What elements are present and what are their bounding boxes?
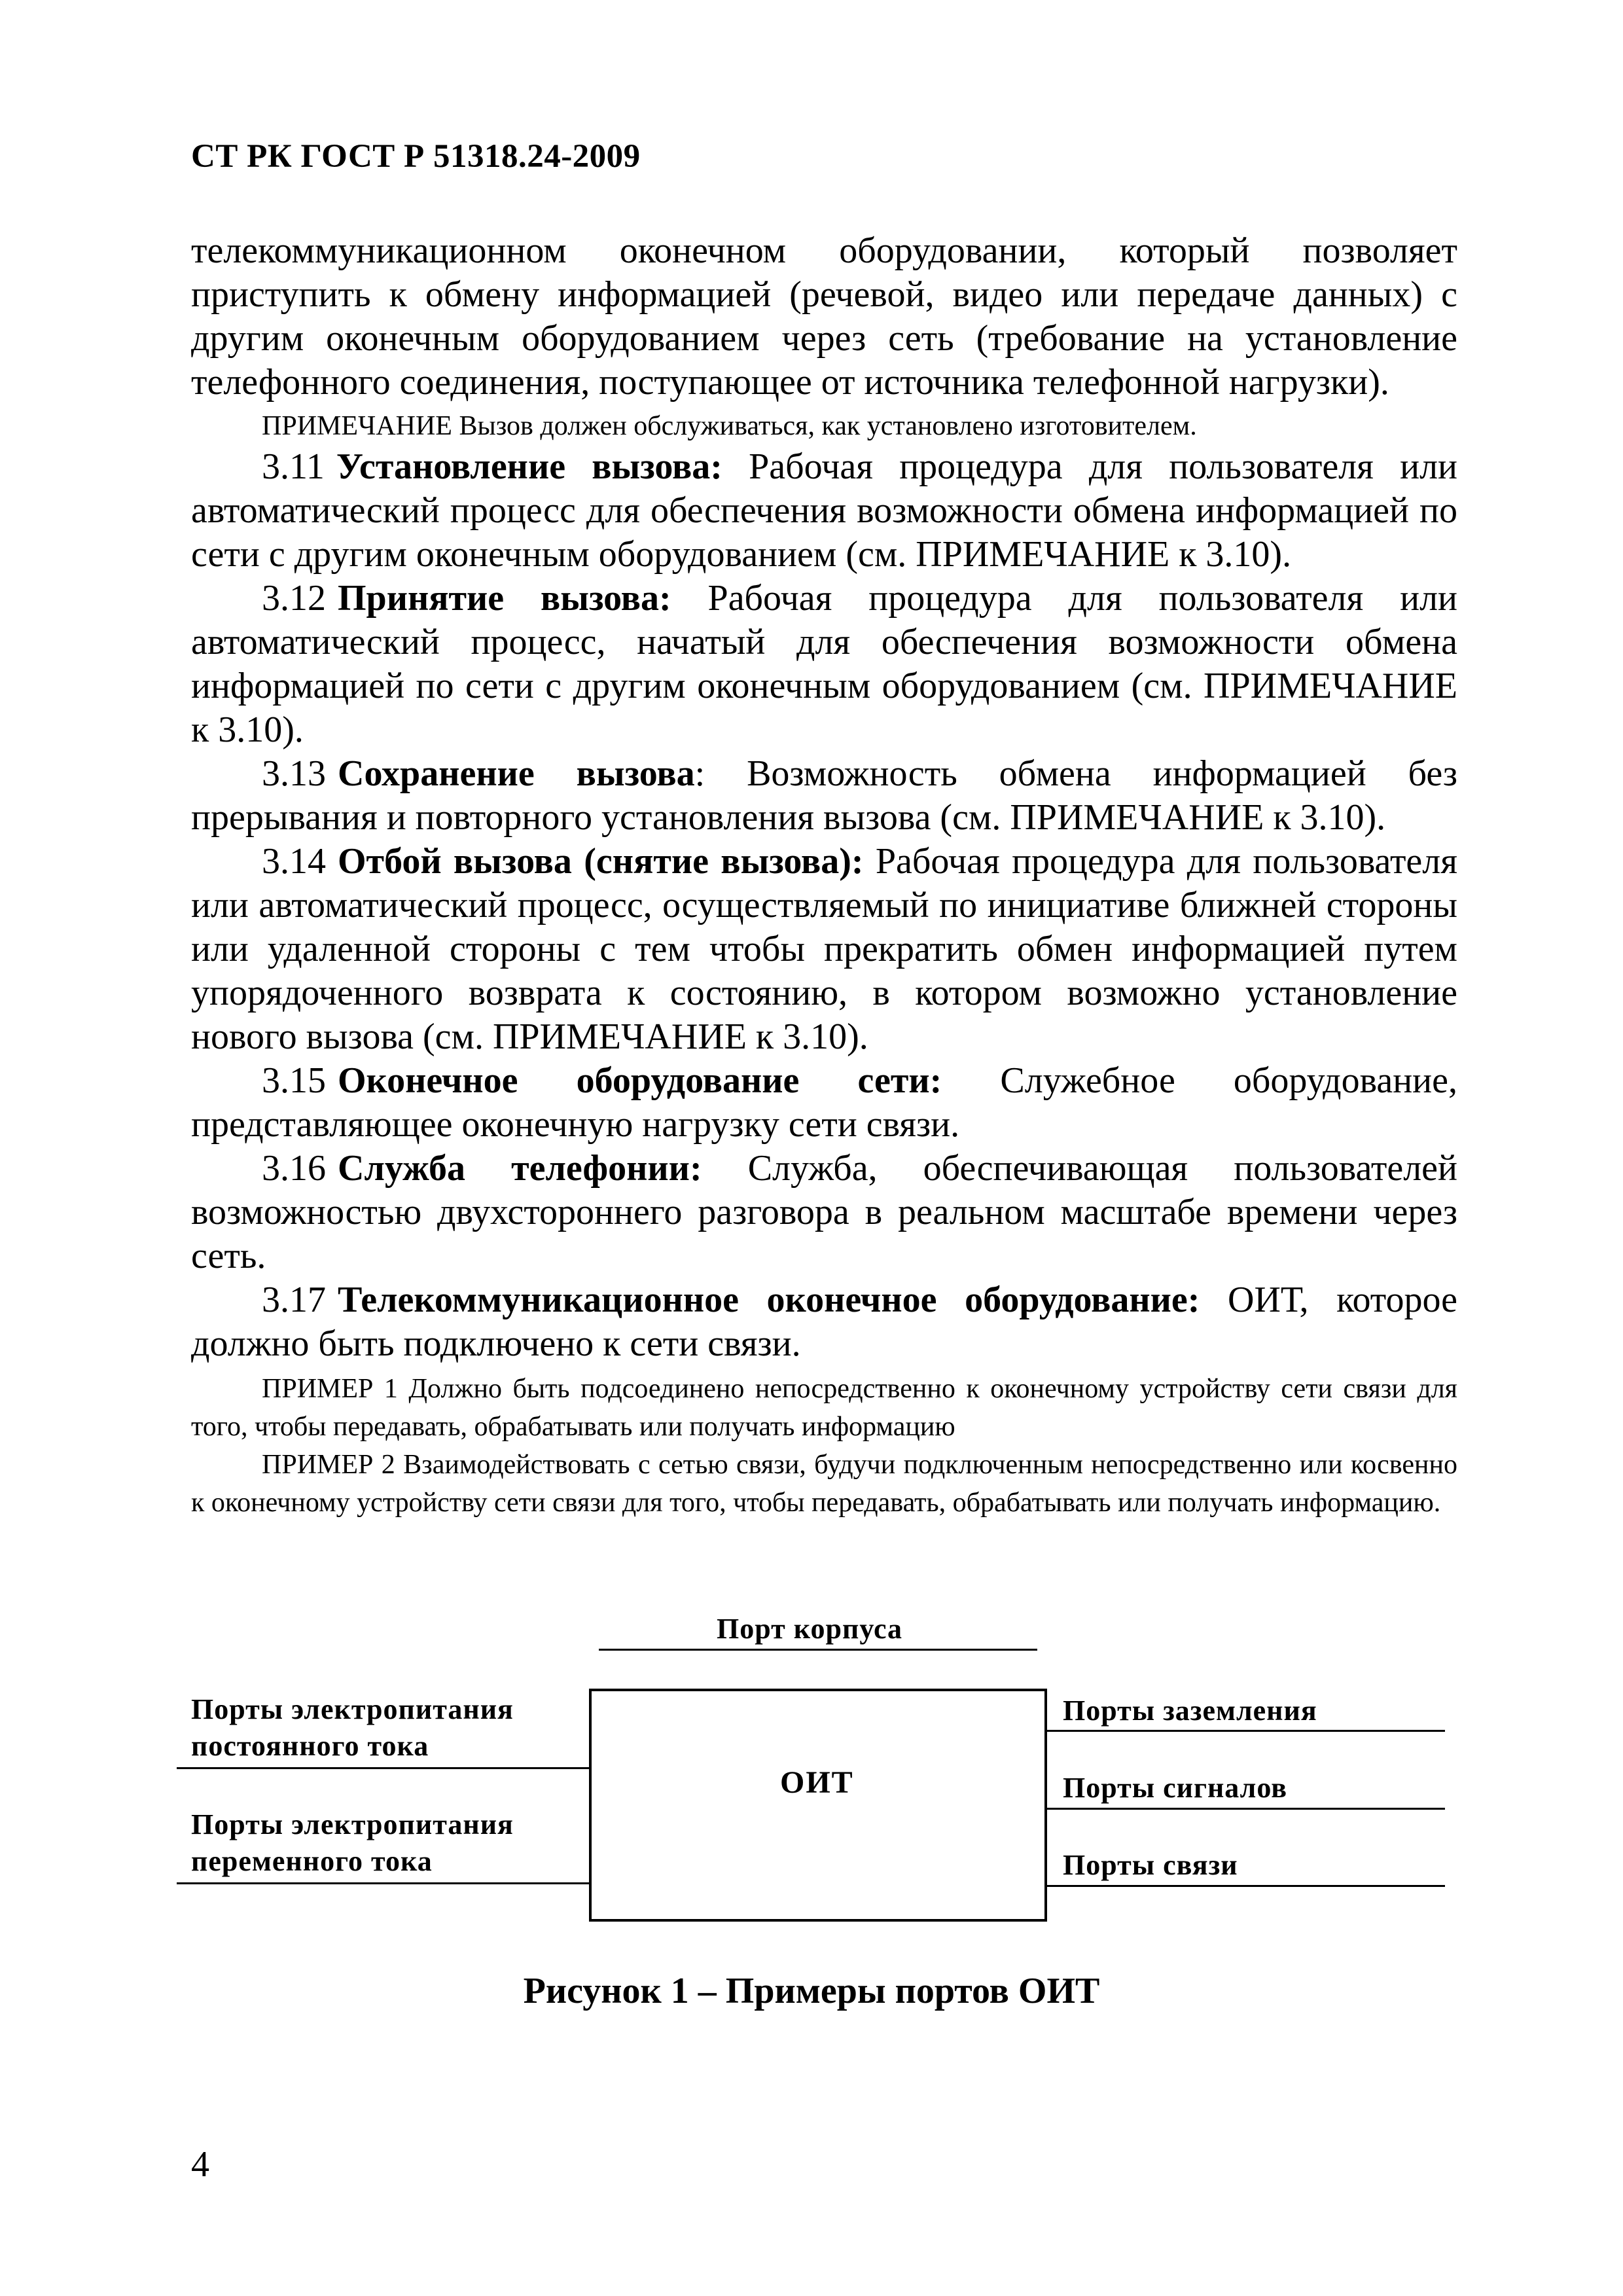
definition-term: Сохранение вызова xyxy=(338,753,695,794)
definition-number: 3.14 xyxy=(262,841,326,882)
definition-number: 3.16 xyxy=(262,1148,326,1189)
note-call: ПРИМЕЧАНИЕ Вызов должен обслуживаться, как установлено изготовителем. xyxy=(262,411,1197,441)
definition-3-16 xyxy=(191,1147,1457,1278)
dc-power-port-line xyxy=(177,1767,590,1769)
definition-text: : Возможность обмена информацией без прерывания и повторного установления вызова (см. ПРИМЕЧАНИЕ к 3.10). xyxy=(191,753,1457,838)
definition-number: 3.13 xyxy=(262,753,326,794)
definition-term: Принятие вызова: xyxy=(338,578,671,619)
definition-text: Рабочая процедура для пользователя или автоматический процесс для обеспечения возможности обмена информацией по сети с другим оконечным оборудованием (см. ПРИМЕЧАНИЕ к 3.10). xyxy=(191,446,1457,575)
definition-3-13 xyxy=(191,752,1457,840)
example-1: ПРИМЕР 1 Должно быть подсоединено непосредственно к оконечному устройству сети связи для того, чтобы передавать, обрабатывать или получать информацию xyxy=(191,1374,1457,1442)
ac-power-label-line1: Порты электропитания xyxy=(191,1808,514,1840)
definition-text: Рабочая процедура для пользователя или автоматический процесс, осуществляемый по инициативе ближней стороны или удаленной стороны с тем чтобы прекратить обмен информацией путем упорядоченного возврата к состоянию, в котором возможно установление нового вызова (см. ПРИМЕЧАНИЕ к 3.10). xyxy=(191,841,1457,1057)
definition-3-14 xyxy=(191,840,1457,1059)
page-number: 4 xyxy=(191,2144,209,2185)
body-text xyxy=(191,229,1457,1522)
continuation-paragraph: телекоммуникационном оконечном оборудовании, который позволяет приступить к обмену информацией (речевой, видео или передаче данных) с другим оконечным оборудованием через сеть (требование на установление телефонного соединения, поступающее от источника телефонной нагрузки). xyxy=(191,230,1457,403)
definition-3-11 xyxy=(191,445,1457,577)
ac-power-port-line xyxy=(177,1882,590,1884)
figure-caption: Рисунок 1 – Примеры портов ОИТ xyxy=(523,1971,1100,2011)
enclosure-port-line xyxy=(599,1649,1037,1651)
oit-box xyxy=(589,1689,1047,1922)
definition-term: Оконечное оборудование сети: xyxy=(338,1060,942,1101)
example-2: ПРИМЕР 2 Взаимодействовать с сетью связи, будучи подключенным непосредственно или косвенно к оконечному устройству сети связи для того, чтобы передавать, обрабатывать или получать информацию. xyxy=(191,1450,1457,1518)
definition-number: 3.12 xyxy=(262,578,326,619)
definition-3-12 xyxy=(191,577,1457,752)
signal-port-line xyxy=(1046,1808,1445,1810)
definition-text: ОИТ, которое должно быть подключено к сети связи. xyxy=(191,1280,1457,1364)
dc-power-label-line1: Порты электропитания xyxy=(191,1693,514,1725)
enclosure-port-label: Порт корпуса xyxy=(717,1613,903,1645)
definition-text: Служебное оборудование, представляющее оконечную нагрузку сети связи. xyxy=(191,1060,1457,1145)
oit-box-label: ОИТ xyxy=(780,1765,854,1800)
telecom-port-label: Порты связи xyxy=(1063,1849,1238,1881)
telecom-port-line xyxy=(1046,1885,1445,1887)
document-header: СТ РК ГОСТ Р 51318.24-2009 xyxy=(191,138,641,175)
definition-text: Рабочая процедура для пользователя или автоматический процесс, начатый для обеспечения возможности обмена информацией по сети с другим оконечным оборудованием (см. ПРИМЕЧАНИЕ к 3.10). xyxy=(191,578,1457,750)
definition-3-15 xyxy=(191,1059,1457,1147)
definition-number: 3.11 xyxy=(262,446,325,487)
signal-port-label: Порты сигналов xyxy=(1063,1772,1288,1804)
earth-port-line xyxy=(1046,1730,1445,1732)
dc-power-label-line2: постоянного тока xyxy=(191,1730,429,1762)
definition-term: Служба телефонии: xyxy=(338,1148,702,1189)
definition-number: 3.15 xyxy=(262,1060,326,1101)
definition-number: 3.17 xyxy=(262,1280,326,1320)
definition-term: Телекоммуникационное оконечное оборудование: xyxy=(338,1280,1200,1320)
ac-power-label-line2: переменного тока xyxy=(191,1845,433,1877)
definition-term: Отбой вызова (снятие вызова): xyxy=(338,841,864,882)
definition-3-17 xyxy=(191,1278,1457,1366)
definition-term: Установление вызова: xyxy=(336,446,722,487)
earth-port-label: Порты заземления xyxy=(1063,1695,1317,1727)
definition-text: Служба, обеспечивающая пользователей возможностью двухстороннего разговора в реальном масштабе времени через сеть. xyxy=(191,1148,1457,1276)
